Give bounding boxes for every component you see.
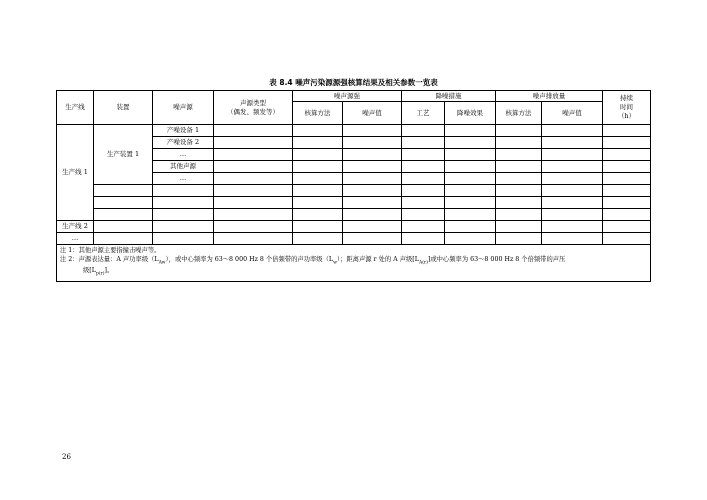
- table-notes: [57, 245, 651, 282]
- cell-line-ellipsis: …: [57, 233, 94, 245]
- header-noise-value: 噪声值: [343, 102, 402, 125]
- header-duration-line3: （h）: [617, 112, 636, 120]
- note-1: 注 1：其他声源主要指撞击噪声等。: [60, 247, 161, 254]
- table-row: [57, 209, 651, 221]
- cell-source-other: 其他声源: [153, 161, 214, 173]
- header-duration-line1: 持续: [620, 94, 633, 102]
- header-duration: [603, 91, 651, 125]
- cell-line-2: 生产线 2: [57, 221, 94, 233]
- header-line: 生产线: [57, 91, 94, 125]
- table-row: [57, 125, 651, 137]
- header-device: 装置: [94, 91, 153, 125]
- table-caption: 表 8.4 噪声污染源源强核算结果及相关参数一览表: [269, 78, 438, 87]
- header-process: 工艺: [402, 102, 445, 125]
- table-row: [57, 221, 651, 233]
- header-group-measures: 降噪措施: [402, 91, 496, 102]
- note-2-continued: 级$[L_{p(r)}]$。: [83, 267, 114, 277]
- header-source: 噪声源: [153, 91, 214, 125]
- header-reduction-effect: 降噪效果: [445, 102, 496, 125]
- header-duration-line2: 时间: [620, 103, 633, 111]
- cell-line-1: 生产线 1: [57, 125, 94, 221]
- table-row: [57, 185, 651, 197]
- header-group-strength: 噪声源强: [293, 91, 402, 102]
- header-source-type: [214, 91, 293, 125]
- header-calc-method-emission: 核算方法: [496, 102, 542, 125]
- table-row: [57, 233, 651, 245]
- cell-device-1: 生产装置 1: [94, 125, 153, 185]
- cell-source-ellipsis-2: …: [153, 173, 214, 185]
- cell-source-2: 产噪设备 2: [153, 137, 214, 149]
- cell-source-1: 产噪设备 1: [153, 125, 214, 137]
- header-source-type-line1: 声源类型: [240, 98, 266, 107]
- header-noise-value-emission: 噪声值: [542, 102, 603, 125]
- cell-source-ellipsis-1: …: [153, 149, 214, 161]
- note-2: 注 2：声源表达量：A 声功率级$(L_{Aw})$，或中心频率为 63～8 000 Hz 8 个倍频带的声功率级$(L_w)$；距离声源 r 处的 A 声级$[L_{A(r)}]$或中心频率为 63～8 000 Hz 8 个倍频带的声压: [60, 255, 566, 265]
- header-group-emission: 噪声排放量: [496, 91, 603, 102]
- page-number: 26: [62, 453, 71, 461]
- header-source-type-line2: （偶发、频发等）: [227, 107, 279, 116]
- table-row: [57, 197, 651, 209]
- noise-source-table: [56, 90, 651, 282]
- header-calc-method: 核算方法: [293, 102, 343, 125]
